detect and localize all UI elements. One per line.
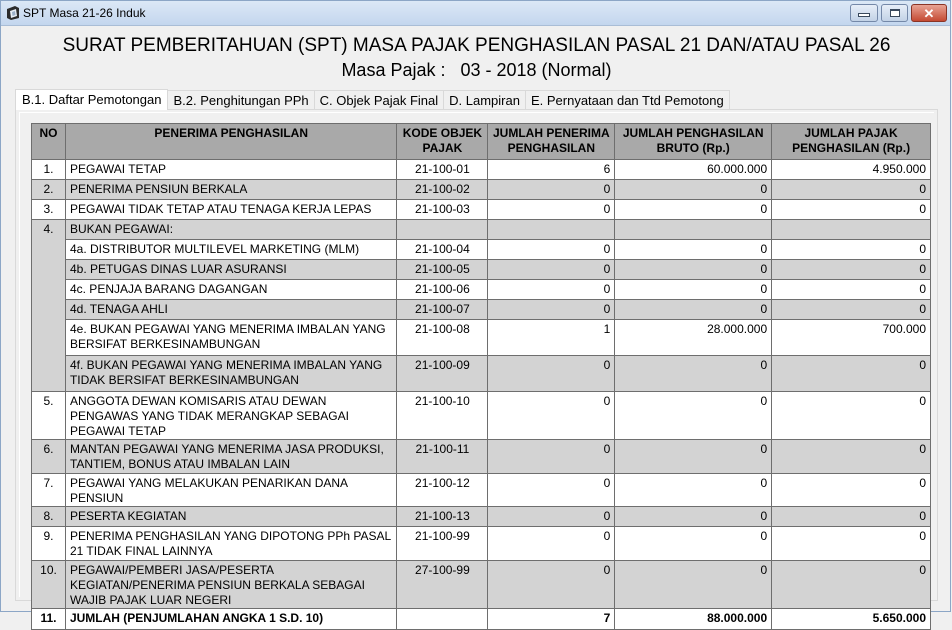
table-row [32,474,931,507]
cell-jumlah[interactable]: 6 [488,160,615,180]
cell-kode: 21-100-99 [397,527,488,561]
col-header-kode: KODE OBJEK PAJAK [397,124,488,160]
cell-kode: 21-100-12 [397,474,488,507]
cell-kode: 21-100-02 [397,180,488,200]
cell-bruto[interactable]: 0 [615,200,772,220]
cell-pajak[interactable]: 0 [772,392,931,440]
cell-kode: 21-100-07 [397,300,488,320]
col-header-bruto: JUMLAH PENGHASILAN BRUTO (Rp.) [615,124,772,160]
cell-penerima: PENERIMA PENGHASILAN YANG DIPOTONG PPh PASAL 21 TIDAK FINAL LAINNYA [65,527,397,561]
cell-penerima: PEGAWAI YANG MELAKUKAN PENARIKAN DANA PENSIUN [65,474,397,507]
table-row [32,180,931,200]
col-header-no: NO [32,124,66,160]
cell-no: 2. [32,180,66,200]
title-bar[interactable] [1,1,950,26]
table-row [32,260,931,280]
cell-jumlah[interactable]: 0 [488,200,615,220]
cell-jumlah[interactable]: 0 [488,356,615,392]
cell-bruto[interactable]: 0 [615,474,772,507]
cell-pajak[interactable]: 0 [772,300,931,320]
tab-lampiran[interactable]: D. Lampiran [443,90,526,110]
close-button[interactable] [911,4,947,22]
cell-pajak[interactable]: 0 [772,507,931,527]
cell-jumlah[interactable]: 0 [488,440,615,474]
cell-kode [397,609,488,630]
cell-bruto[interactable]: 0 [615,440,772,474]
cell-penerima: PEGAWAI/PEMBERI JASA/PESERTA KEGIATAN/PENERIMA PENSIUN BERKALA SEBAGAI WAJIB PAJAK LUAR NEGERI [65,561,397,609]
col-header-jumlah-penerima: JUMLAH PENERIMA PENGHASILAN [488,124,615,160]
cell-no: 3. [32,200,66,220]
cell-kode: 21-100-03 [397,200,488,220]
daftar-pemotongan-table [31,123,931,630]
cell-kode: 21-100-11 [397,440,488,474]
cell-pajak-total: 5.650.000 [772,609,931,630]
cell-kode: 21-100-06 [397,280,488,300]
table-row [32,200,931,220]
cell-penerima: JUMLAH (PENJUMLAHAN ANGKA 1 S.D. 10) [65,609,397,630]
cell-pajak[interactable]: 0 [772,356,931,392]
cell-no: 5. [32,392,66,440]
cell-jumlah[interactable]: 0 [488,392,615,440]
cell-no: 7. [32,474,66,507]
cell-penerima: PESERTA KEGIATAN [65,507,397,527]
cell-pajak[interactable]: 4.950.000 [772,160,931,180]
table-row [32,392,931,440]
cell-penerima: PENERIMA PENSIUN BERKALA [65,180,397,200]
cell-pajak[interactable]: 0 [772,527,931,561]
cell-pajak[interactable]: 0 [772,440,931,474]
cell-penerima: 4c. PENJAJA BARANG DAGANGAN [65,280,397,300]
cell-jumlah[interactable]: 0 [488,561,615,609]
table-row [32,356,931,392]
cell-kode: 21-100-10 [397,392,488,440]
cell-bruto [615,220,772,240]
cell-kode: 21-100-04 [397,240,488,260]
cell-penerima: 4b. PETUGAS DINAS LUAR ASURANSI [65,260,397,280]
cell-jumlah[interactable]: 0 [488,300,615,320]
cell-bruto[interactable]: 0 [615,561,772,609]
cell-pajak[interactable]: 0 [772,200,931,220]
cell-bruto[interactable]: 0 [615,507,772,527]
cell-penerima: ANGGOTA DEWAN KOMISARIS ATAU DEWAN PENGAWAS YANG TIDAK MERANGKAP SEBAGAI PEGAWAI TETAP [65,392,397,440]
tab-objek-pajak-final[interactable]: C. Objek Pajak Final [314,90,445,110]
cell-pajak[interactable]: 700.000 [772,320,931,356]
cell-pajak[interactable]: 0 [772,240,931,260]
cell-pajak[interactable]: 0 [772,180,931,200]
cell-kode: 21-100-05 [397,260,488,280]
cell-kode: 21-100-09 [397,356,488,392]
table-row [32,280,931,300]
cell-jumlah[interactable]: 1 [488,320,615,356]
cell-bruto[interactable]: 0 [615,280,772,300]
cell-penerima: MANTAN PEGAWAI YANG MENERIMA JASA PRODUKSI, TANTIEM, BONUS ATAU IMBALAN LAIN [65,440,397,474]
cell-kode [397,220,488,240]
cell-jumlah[interactable]: 0 [488,280,615,300]
cell-kode: 21-100-08 [397,320,488,356]
cell-jumlah[interactable]: 0 [488,474,615,507]
cell-penerima: 4e. BUKAN PEGAWAI YANG MENERIMA IMBALAN YANG BERSIFAT BERKESINAMBUNGAN [65,320,397,356]
table-row [32,300,931,320]
cell-pajak[interactable]: 0 [772,260,931,280]
cell-pajak[interactable]: 0 [772,280,931,300]
table-row [32,561,931,609]
cell-bruto[interactable]: 0 [615,300,772,320]
minimize-button[interactable] [850,4,878,22]
cell-bruto[interactable]: 0 [615,527,772,561]
cell-jumlah[interactable]: 0 [488,527,615,561]
cell-jumlah[interactable]: 0 [488,507,615,527]
page-title: SURAT PEMBERITAHUAN (SPT) MASA PAJAK PENGHASILAN PASAL 21 DAN/ATAU PASAL 26 [62,35,891,56]
cell-pajak[interactable]: 0 [772,474,931,507]
cell-penerima: PEGAWAI TIDAK TETAP ATAU TENAGA KERJA LEPAS [65,200,397,220]
cell-no: 9. [32,527,66,561]
cell-bruto[interactable]: 60.000.000 [615,160,772,180]
cell-jumlah-total: 7 [488,609,615,630]
minimize-icon [858,13,870,17]
cell-bruto-total: 88.000.000 [615,609,772,630]
tab-penghitungan-pph[interactable]: B.2. Penghitungan PPh [167,90,314,110]
table-header-row [32,124,931,160]
cell-bruto[interactable]: 0 [615,392,772,440]
cell-no: 11. [32,609,66,630]
cell-bruto[interactable]: 0 [615,180,772,200]
cell-no: 1. [32,160,66,180]
table-row [32,240,931,260]
cell-no: 4. [32,220,66,392]
tab-daftar-pemotongan[interactable]: B.1. Daftar Pemotongan [15,89,168,110]
table-row [32,160,931,180]
cell-pajak[interactable]: 0 [772,561,931,609]
total-row [32,609,931,630]
cell-bruto[interactable]: 0 [615,260,772,280]
table-row [32,440,931,474]
cell-jumlah [488,220,615,240]
cell-bruto[interactable]: 0 [615,356,772,392]
cell-penerima: PEGAWAI TETAP [65,160,397,180]
app-icon [5,5,21,21]
cell-penerima: 4a. DISTRIBUTOR MULTILEVEL MARKETING (MLM) [65,240,397,260]
cell-no: 6. [32,440,66,474]
col-header-pajak: JUMLAH PAJAK PENGHASILAN (Rp.) [772,124,931,160]
cell-penerima: 4f. BUKAN PEGAWAI YANG MENERIMA IMBALAN YANG TIDAK BERSIFAT BERKESINAMBUNGAN [65,356,397,392]
cell-kode: 21-100-01 [397,160,488,180]
cell-kode: 21-100-13 [397,507,488,527]
table-row [32,507,931,527]
table-row [32,527,931,561]
cell-pajak [772,220,931,240]
cell-no: 8. [32,507,66,527]
cell-bruto[interactable]: 0 [615,240,772,260]
cell-jumlah[interactable]: 0 [488,240,615,260]
table-row [32,220,931,240]
maximize-icon [890,9,900,17]
cell-penerima: BUKAN PEGAWAI: [65,220,397,240]
cell-kode: 27-100-99 [397,561,488,609]
close-icon: ✕ [923,5,935,21]
masa-pajak-label: Masa Pajak : 03 - 2018 (Normal) [341,60,612,80]
cell-penerima: 4d. TENAGA AHLI [65,300,397,320]
table-row [32,320,931,356]
cell-jumlah[interactable]: 0 [488,180,615,200]
tab-strip [15,89,729,110]
cell-jumlah[interactable]: 0 [488,260,615,280]
maximize-button[interactable] [881,4,908,22]
cell-no: 10. [32,561,66,609]
col-header-penerima: PENERIMA PENGHASILAN [65,124,397,160]
window-title: SPT Masa 21-26 Induk [23,6,146,20]
tab-pernyataan-ttd[interactable]: E. Pernyataan dan Ttd Pemotong [525,90,730,110]
cell-bruto[interactable]: 28.000.000 [615,320,772,356]
